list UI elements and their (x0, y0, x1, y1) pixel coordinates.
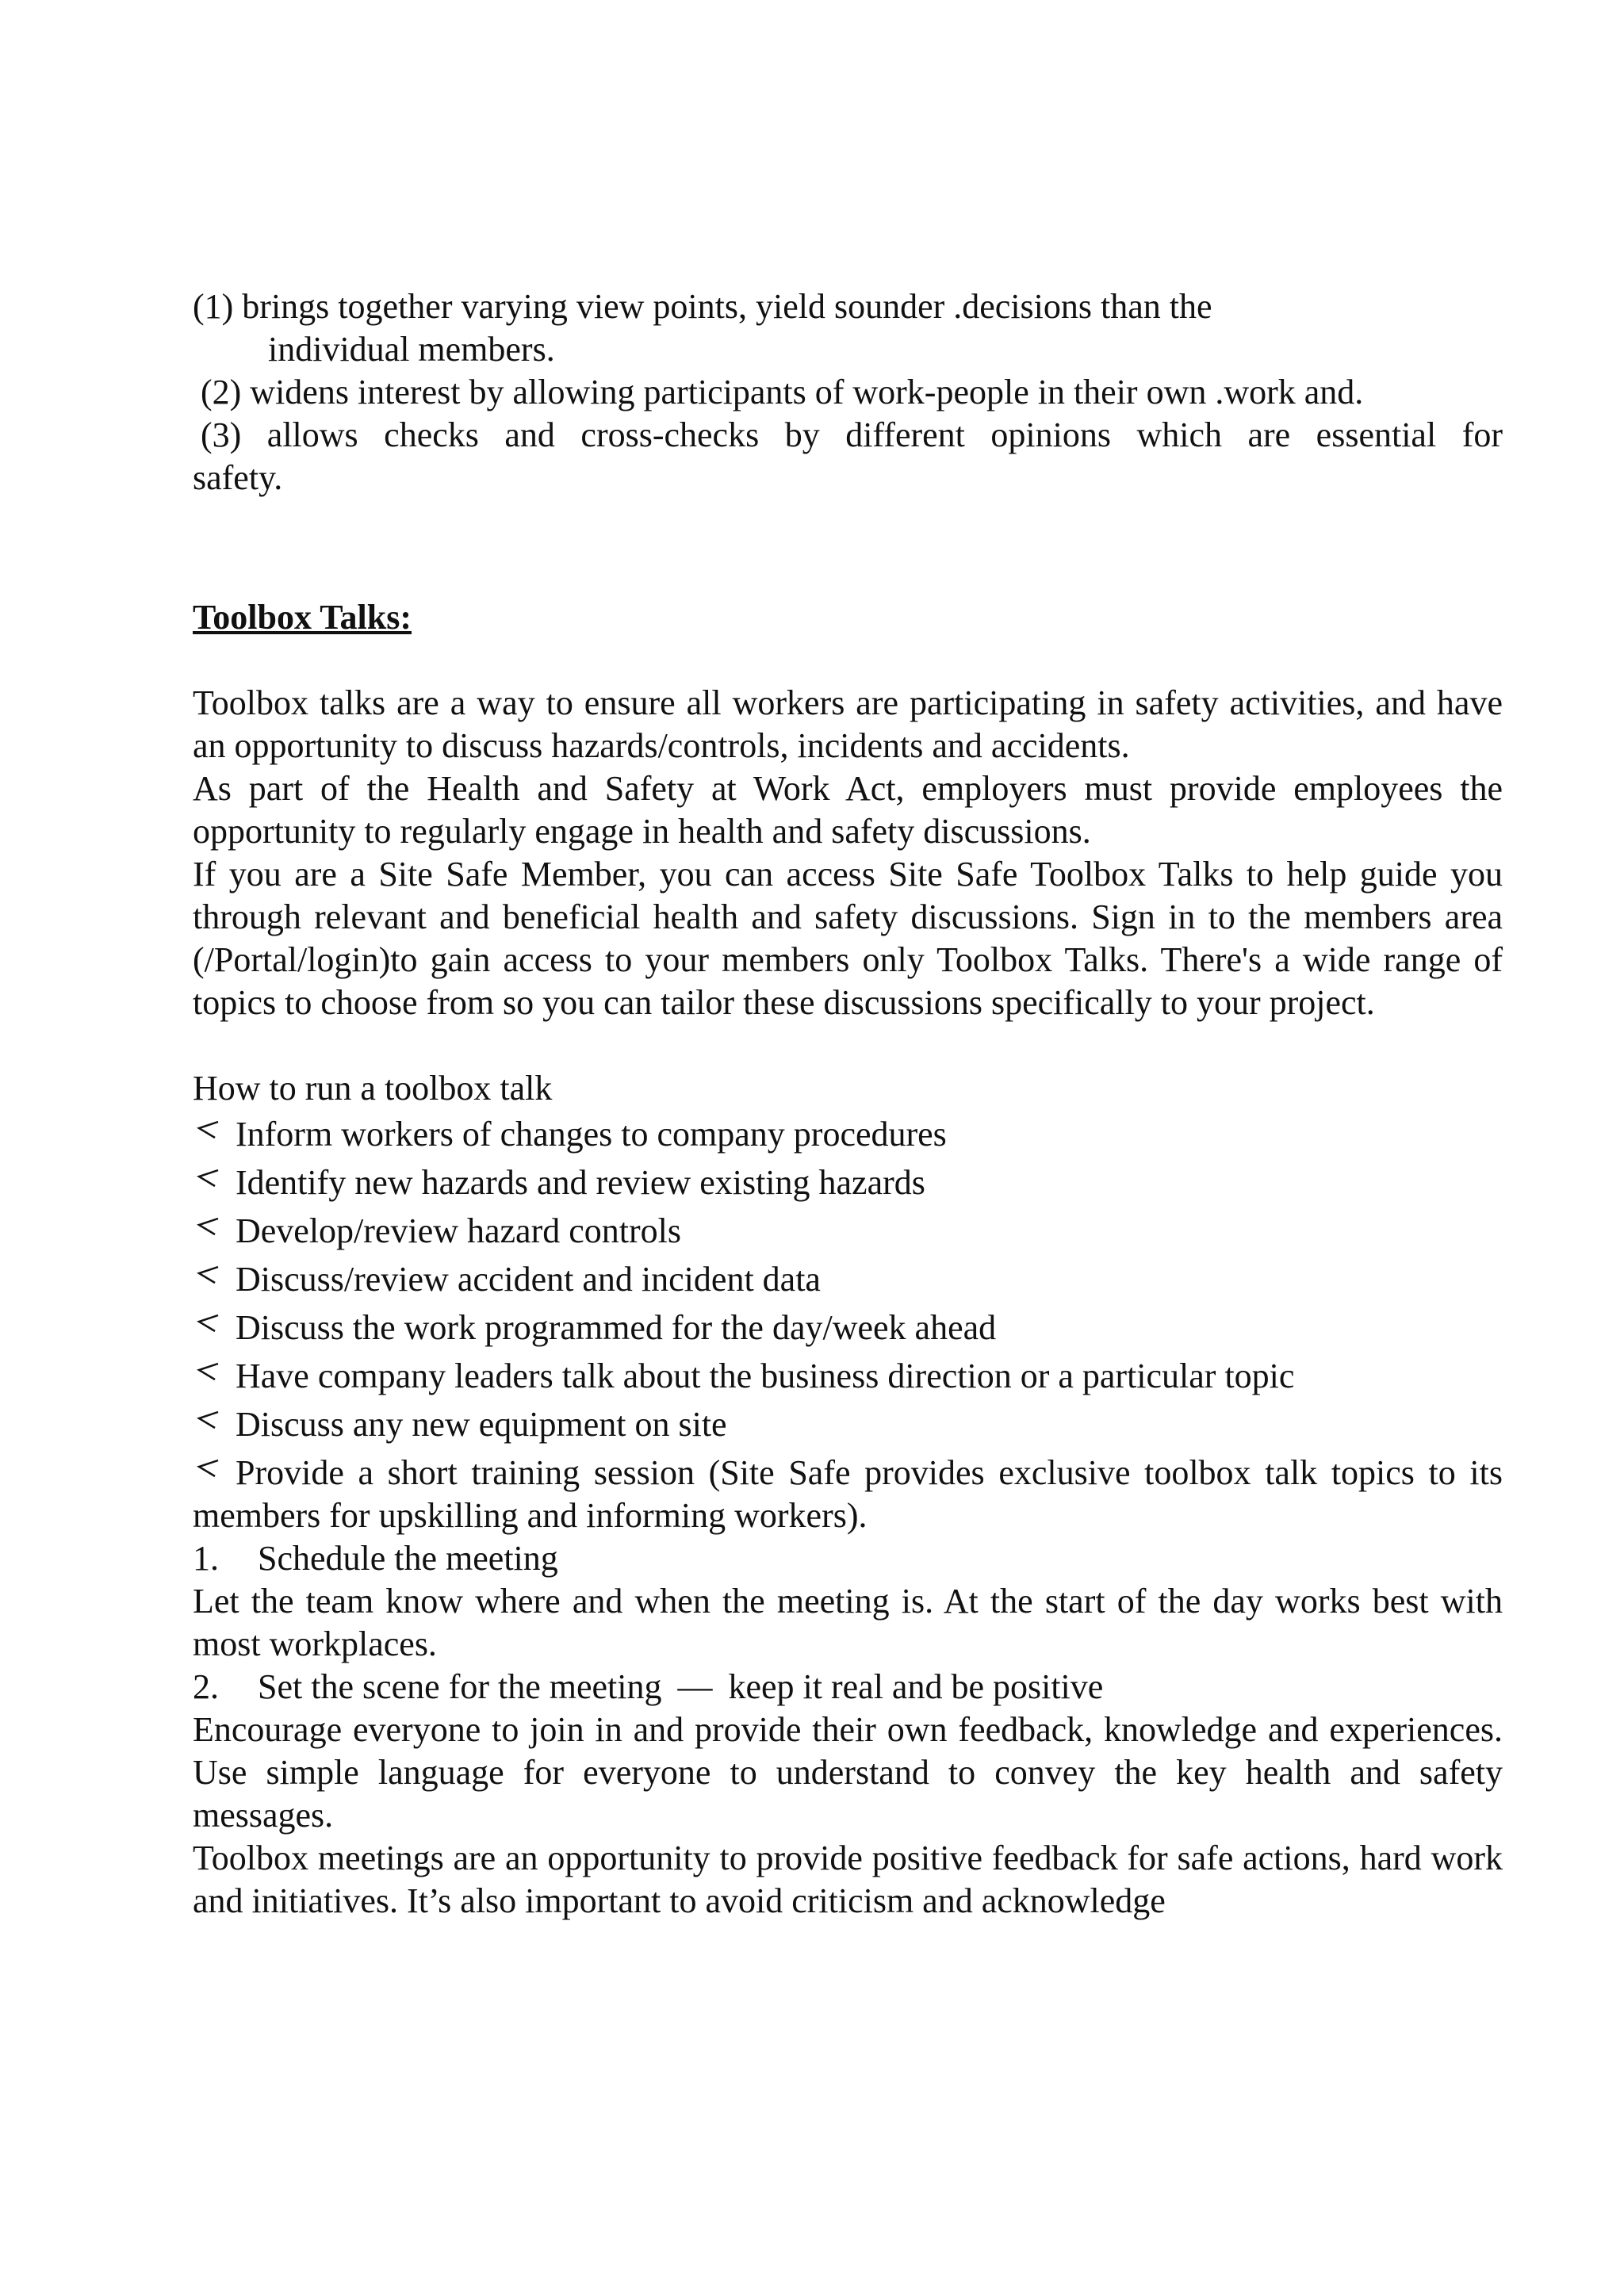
arrow-bullet-icon (196, 1223, 220, 1242)
list-item-text: Discuss any new equipment on site (236, 1405, 727, 1444)
step-2-title-a: Set the scene for the meeting (258, 1667, 662, 1706)
list-item (193, 1158, 1503, 1207)
intro-point-3-cont: safety. (193, 458, 283, 497)
intro-points (193, 285, 1503, 499)
arrow-bullet-icon (196, 1417, 220, 1436)
step-2-text: Encourage everyone to join in and provide their own feedback, knowledge and experiences. Use simple language for everyone to understand to convey the key health and safety messages. (193, 1710, 1503, 1835)
list-item (193, 1110, 1503, 1158)
list-item-text: Inform workers of changes to company procedures (236, 1115, 947, 1154)
list-item-text: Provide a short training session (Site Safe provides exclusive toolbox talk topics to its members for upskilling and informing workers). (193, 1453, 1503, 1535)
arrow-bullet-icon (196, 1368, 220, 1387)
step-1-title: Schedule the meeting (258, 1539, 558, 1578)
intro-point-2: (2) widens interest by allowing participants of work-people in their own .work and. (201, 373, 1364, 411)
list-item-text: Identify new hazards and review existing hazards (236, 1163, 925, 1202)
paragraph-feedback: Toolbox meetings are an opportunity to provide positive feedback for safe actions, hard work and initiatives. It’s also important to avoid criticism and acknowledge (193, 1839, 1503, 1920)
list-item-text: Discuss the work programmed for the day/week ahead (236, 1308, 997, 1347)
step-1-title-line (193, 1537, 1503, 1580)
arrow-bullet-icon (196, 1465, 220, 1484)
list-item (193, 1255, 1503, 1303)
paragraph-intro: Toolbox talks are a way to ensure all workers are participating in safety activities, and have an opportunity to discuss hazards/controls, incidents and accidents. (193, 683, 1503, 765)
arrow-bullet-icon (196, 1320, 220, 1339)
step-2-number: 2. (193, 1667, 219, 1706)
list-item (193, 1207, 1503, 1255)
document-page (193, 285, 1503, 1923)
list-item-text: Develop/review hazard controls (236, 1211, 681, 1250)
list-item (193, 1303, 1503, 1352)
paragraph-members: If you are a Site Safe Member, you can access Site Safe Toolbox Talks to help guide you through relevant and beneficial health and safety discussions. Sign in to the members area (/Portal/login)to gain access to your members only Toolbox Talks. There's a wide range of topics to choose from so you can tailor these discussions specifically to your project. (193, 855, 1503, 1022)
step-1-text: Let the team know where and when the meeting is. At the start of the day works best with most workplaces. (193, 1582, 1503, 1663)
howto-title: How to run a toolbox talk (193, 1069, 553, 1108)
list-item-text: Discuss/review accident and incident data (236, 1260, 821, 1299)
step-2-title-b: keep it real and be positive (728, 1667, 1104, 1706)
step-1-number: 1. (193, 1539, 219, 1578)
step-2-title-line (193, 1666, 1503, 1709)
paragraph-act: As part of the Health and Safety at Work Act, employers must provide employees the opportunity to regularly engage in health and safety discussions. (193, 769, 1503, 851)
arrow-bullet-icon (196, 1127, 220, 1146)
arrow-bullet-icon (196, 1175, 220, 1194)
list-item (193, 1452, 1503, 1537)
list-item (193, 1352, 1503, 1400)
intro-point-1: (1) brings together varying view points, yield sounder .decisions than the (193, 287, 1212, 326)
arrow-bullet-icon (196, 1272, 220, 1291)
section-heading: Toolbox Talks: (193, 598, 412, 637)
howto-list (193, 1110, 1503, 1537)
intro-point-1-cont: individual members. (268, 330, 555, 369)
list-item-text: Have company leaders talk about the business direction or a particular topic (236, 1357, 1295, 1395)
step-2-dash: — (677, 1667, 713, 1706)
list-item (193, 1400, 1503, 1448)
intro-point-3: (3) allows checks and cross-checks by different opinions which are essential for (201, 415, 1503, 454)
